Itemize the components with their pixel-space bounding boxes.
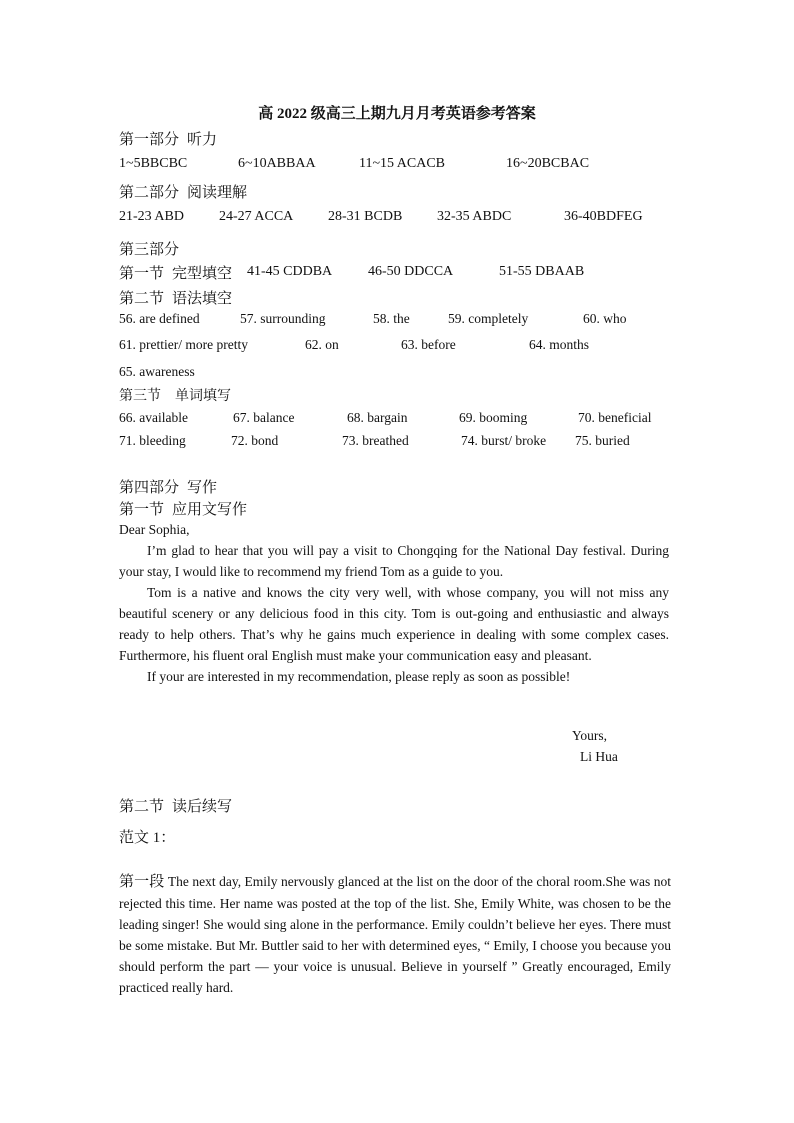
answer-group: 16~20BCBAC: [506, 156, 590, 171]
part4-label: 第四部分: [119, 480, 180, 496]
section-name: 语法填空: [172, 291, 233, 307]
answer-item: 63. before: [401, 337, 456, 352]
answer-group: 36-40BDFEG: [564, 209, 643, 224]
answer-item: 56. are defined: [119, 311, 200, 326]
part2-name: 阅读理解: [187, 185, 248, 201]
letter-paragraph: If your are interested in my recommendation, please reply as soon as possible!: [147, 669, 571, 684]
answer-item: 73. breathed: [342, 433, 409, 448]
section-name: 读后续写: [172, 799, 233, 815]
part3-section3-heading: [119, 385, 231, 405]
part4-heading: [119, 476, 217, 497]
answer-item: 69. booming: [459, 410, 528, 425]
section-label: 第一节: [119, 266, 165, 282]
answer-group: 21-23 ABD: [119, 209, 184, 224]
letter-closing: Yours,: [572, 728, 608, 743]
section-label: 第二节: [119, 291, 165, 307]
letter-paragraph: I’m glad to hear that you will pay a visit to Chongqing for the National Day festival. During your stay, I would like to recommend my friend Tom as a guide to you.: [119, 543, 669, 579]
part3-section2-heading: [119, 287, 232, 308]
answer-group: 51-55 DBAAB: [499, 264, 585, 279]
answer-item: 59. completely: [448, 311, 529, 326]
paragraph-text: The next day, Emily nervously glanced at the list on the door of the choral room.She was not rejected this time. Her name was posted at the top of the list. She, Emily White, was chosen to be the leading singer! She would sing alone in the performance. Emily couldn’t believe her eyes. There must be some mistake. But Mr. Buttler said to her with determined eyes, “ Emily, I choose you because you should perform the part — your voice is unusual. Believe in yourself ” Greatly encouraged, Emily practiced really hard.: [119, 874, 671, 995]
answer-group: 28-31 BCDB: [328, 209, 403, 224]
answer-group: 41-45 CDDBA: [247, 264, 333, 279]
answer-item: 72. bond: [231, 433, 279, 448]
answer-item: 75. buried: [575, 433, 630, 448]
part1-label: 第一部分: [119, 132, 180, 148]
section-name: 应用文写作: [172, 502, 248, 518]
answer-group: 24-27 ACCA: [219, 209, 294, 224]
answer-group: 6~10ABBAA: [238, 156, 316, 171]
sample-essay-paragraph: [119, 871, 671, 998]
answer-item: 67. balance: [233, 410, 295, 425]
answer-item: 70. beneficial: [578, 410, 652, 425]
answer-item: 65. awareness: [119, 364, 195, 379]
sample-essay-label: 范文 1：: [119, 830, 176, 846]
answer-group: 46-50 DDCCA: [368, 264, 454, 279]
section-label: 第一节: [119, 502, 165, 518]
answer-item: 58. the: [373, 311, 410, 326]
answer-item: 64. months: [529, 337, 590, 352]
answer-item: 66. available: [119, 410, 188, 425]
section-label: 第三节: [119, 389, 161, 404]
part3-heading: 第三部分: [119, 242, 180, 258]
section-name: 单词填写: [175, 389, 231, 404]
answer-item: 71. bleeding: [119, 433, 186, 448]
part2-heading: [119, 181, 247, 202]
practical-writing-letter: [119, 519, 669, 687]
answer-item: 60. who: [583, 311, 627, 326]
page-title: 高 2022 级高三上期九月月考英语参考答案: [258, 106, 536, 122]
letter-salutation: Dear Sophia,: [119, 522, 190, 537]
section-label: 第二节: [119, 799, 165, 815]
answer-group: 32-35 ABDC: [437, 209, 512, 224]
part1-name: 听力: [187, 132, 218, 148]
part4-section1-heading: [119, 498, 247, 519]
part1-heading: [119, 128, 217, 149]
answer-group: 11~15 ACACB: [359, 156, 446, 171]
answer-item: 61. prettier/ more pretty: [119, 337, 248, 352]
paragraph-tag: 第一段: [119, 874, 165, 890]
part4-name: 写作: [187, 480, 218, 496]
answer-item: 57. surrounding: [240, 311, 326, 326]
part4-section2-heading: [119, 795, 232, 816]
answer-item: 68. bargain: [347, 410, 408, 425]
letter-signature: Li Hua: [580, 749, 618, 764]
part3-section1-heading: [119, 262, 232, 283]
part2-label: 第二部分: [119, 185, 180, 201]
section-name: 完型填空: [172, 266, 233, 282]
answer-group: 1~5BBCBC: [119, 156, 188, 171]
letter-paragraph: Tom is a native and knows the city very well, with whose company, you will not miss any beautiful scenery or any delicious food in this city. Tom is out-going and enthusiastic and always ready to help others. That’s why he gains much experience in dealing with some complex cases. Furthermore, his fluent oral English must make your communication easy and pleasant.: [119, 585, 669, 663]
answer-item: 62. on: [305, 337, 339, 352]
answer-item: 74. burst/ broke: [461, 433, 547, 448]
